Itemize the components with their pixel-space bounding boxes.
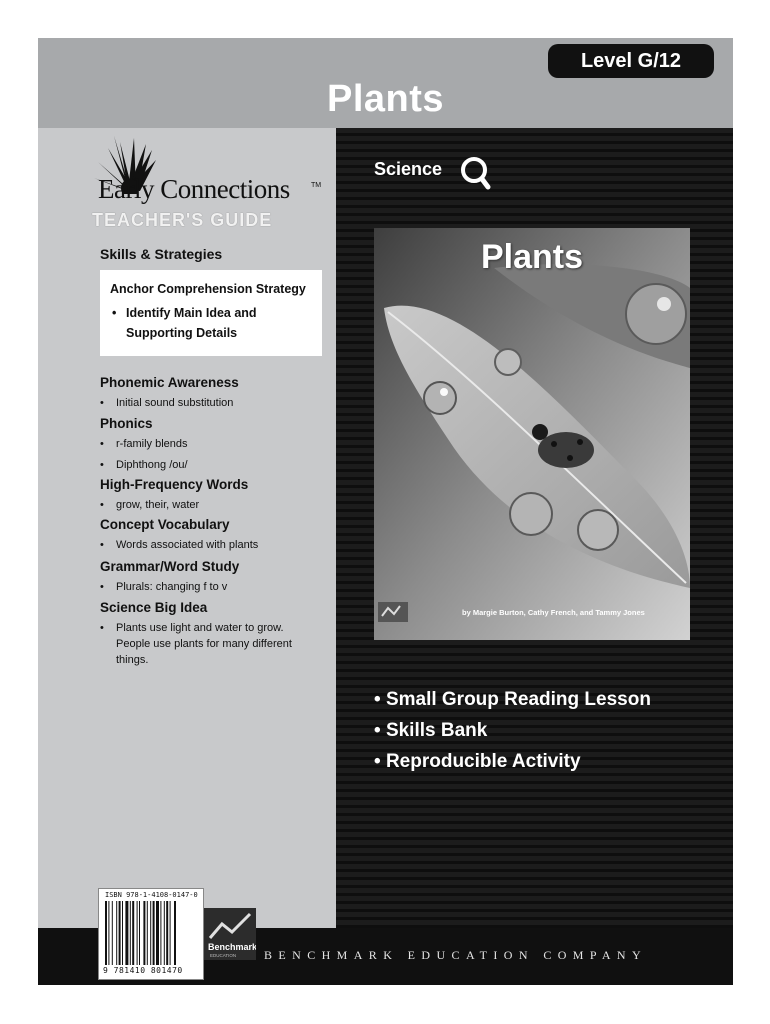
- skill-item: • Diphthong /ou/: [100, 459, 188, 471]
- barcode: [98, 888, 204, 980]
- company-name: BENCHMARK EDUCATION COMPANY: [264, 948, 648, 962]
- skill-item: • Plurals: changing f to v: [100, 581, 228, 593]
- skill-section: [100, 374, 330, 411]
- cover-page: [38, 38, 733, 985]
- feature-item: • Small Group Reading Lesson: [374, 689, 651, 710]
- skill-head: High-Frequency Words: [100, 477, 249, 492]
- barcode-bar: [174, 901, 176, 965]
- science-label: Science: [374, 159, 443, 179]
- anchor-item: [110, 303, 310, 343]
- leaf-photo: [374, 228, 690, 640]
- anchor-item-text: Identify Main Idea and Supporting Details: [126, 306, 257, 340]
- skill-item: • grow, their, water: [100, 499, 200, 511]
- cover-authors: by Margie Burton, Cathy French, and Tammy Jones: [462, 608, 645, 617]
- benchmark-logo-icon: [204, 908, 256, 960]
- barcode-bar: [153, 901, 155, 965]
- barcode-bar: [119, 901, 121, 965]
- benchmark-logo-sub: EDUCATION: [210, 953, 237, 958]
- skill-section: [100, 516, 330, 553]
- barcode-bar: [105, 901, 107, 965]
- logo-wordmark: Early Connections: [98, 174, 290, 204]
- barcode-bar: [112, 901, 113, 965]
- skill-item: • Words associated with plants: [100, 539, 259, 551]
- magnifier-icon: [458, 153, 494, 193]
- skills-heading: Skills & Strategies: [100, 246, 223, 262]
- skill-head: Phonemic Awareness: [100, 375, 239, 390]
- barcode-bar: [137, 901, 138, 965]
- skill-section: [100, 415, 330, 473]
- barcode-bar: [130, 901, 131, 965]
- skill-item: • r-family blends: [100, 438, 188, 450]
- benchmark-logo-icon: [378, 602, 408, 622]
- benchmark-logo-text: Benchmark: [208, 942, 256, 952]
- barcode-bar: [147, 901, 148, 965]
- barcode-bar: [160, 901, 161, 965]
- skill-head: Concept Vocabulary: [100, 517, 230, 532]
- barcode-bar: [156, 901, 159, 965]
- skill-section: [100, 476, 330, 513]
- barcode-bar: [116, 901, 117, 965]
- skill-section: [100, 599, 320, 668]
- cover-publisher-logo: [378, 602, 408, 622]
- barcode-bar: [139, 901, 140, 965]
- level-badge: Level G/12: [548, 44, 714, 78]
- skill-section: [100, 558, 330, 595]
- barcode-bar: [150, 901, 151, 965]
- trademark-mark: TM: [311, 182, 322, 189]
- book-cover-image: [374, 228, 690, 640]
- barcode-bar: [164, 901, 165, 965]
- anchor-strategy-box: [100, 270, 322, 356]
- barcode-bar: [122, 901, 123, 965]
- isbn-label: ISBN 978-1-4108-0147-0: [105, 891, 198, 899]
- page-title: Plants: [326, 78, 445, 120]
- anchor-title: Anchor Comprehension Strategy: [110, 282, 306, 296]
- barcode-bars: [105, 901, 197, 965]
- barcode-bar: [143, 901, 145, 965]
- feature-list: [374, 684, 724, 777]
- teachers-guide-title: TEACHER'S GUIDE: [92, 210, 273, 230]
- benchmark-logo: [204, 908, 256, 960]
- cover-title: Plants: [480, 238, 584, 276]
- feature-item: • Reproducible Activity: [374, 751, 581, 772]
- barcode-bar: [125, 901, 128, 965]
- barcode-bar: [166, 901, 168, 965]
- barcode-bar: [108, 901, 109, 965]
- barcode-bar: [170, 901, 171, 965]
- barcode-number: 9 781410 801470: [103, 966, 183, 975]
- skill-head: Science Big Idea: [100, 600, 208, 615]
- skill-item: • Plants use light and water to grow. People use plants for many different things.: [100, 622, 292, 666]
- skill-head: Phonics: [100, 416, 153, 431]
- feature-item: • Skills Bank: [374, 720, 488, 741]
- barcode-bar: [132, 901, 134, 965]
- bullet-icon: •: [112, 306, 117, 320]
- skill-head: Grammar/Word Study: [100, 559, 240, 574]
- skill-item: • Initial sound substitution: [100, 397, 234, 409]
